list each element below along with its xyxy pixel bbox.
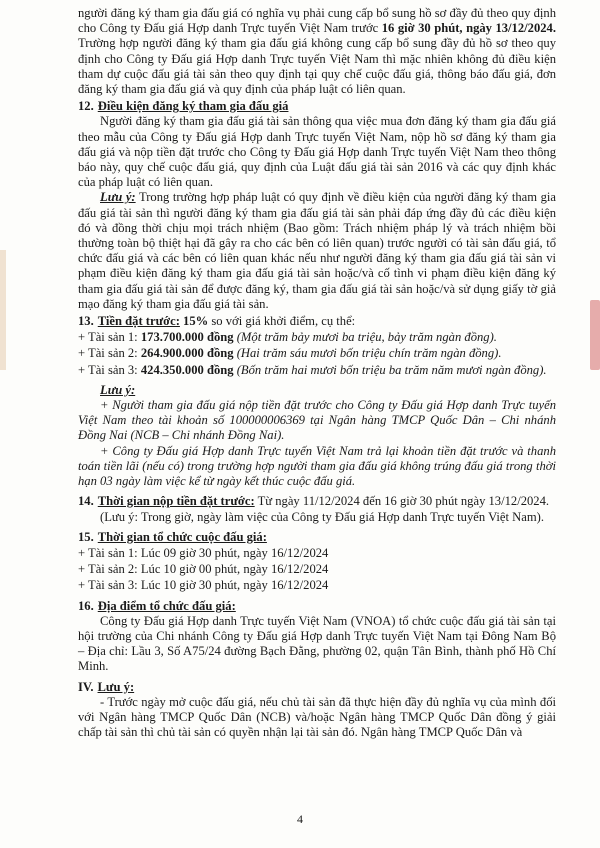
asset-3-words: (Bốn trăm hai mươi bốn triệu ba trăm năm mươi ngàn đồng). <box>233 362 547 377</box>
auction-time-asset-3: + Tài sản 3: Lúc 10 giờ 30 phút, ngày 16/12/2024 <box>78 578 329 593</box>
asset-3-amount: 424.350.000 đồng <box>140 362 234 377</box>
asset-2-words: (Hai trăm sáu mươi bốn triệu chín trăm ngàn đồng). <box>233 346 502 361</box>
section-13-note-1: + Người tham gia đấu giá nộp tiền đặt trước cho Công ty Đấu giá Hợp danh Trực tuyến Việt Nam theo tài khoản số 100000006369 tại Ngân hàng TMCP Quốc Dân – Chi nhánh Đồng Nai (NCB – Chi nhánh Đồng Nai). <box>78 398 556 443</box>
section-iv-heading <box>78 680 556 695</box>
scan-edge-mark <box>0 250 6 370</box>
section-12-note-label: Lưu ý: <box>100 190 136 205</box>
section-14-title: Thời gian nộp tiền đặt trước: <box>97 494 255 509</box>
intro-paragraph <box>78 6 556 97</box>
section-13-after-text: so với giá khởi điểm, cụ thể: <box>208 314 356 329</box>
section-12-note <box>78 190 556 312</box>
section-16-number: 16. <box>78 598 94 613</box>
section-12-note-text: Trong trường hợp pháp luật có quy định về điều kiện của người đăng ký tham gia đấu giá tài sản thì người đăng ký tham gia đấu giá tài sản phải đáp ứng đầy đủ các điều kiện đó và đồng thời chịu mọi trách nhiệm (Bao gồm: Trách nhiệm pháp lý và trách nhiệm bồi thường toàn bộ thiệt hại đã gây ra cho các bên có liên quan) trước người có tài sản đấu giá, tổ chức đấu giá và các bên có liên quan khác nếu như người đăng ký tham gia đấu giá tài sản vi phạm điều kiện đăng ký tham gia đấu giá tài sản hoặc/và cố tình vi phạm điều kiện đăng ký tham gia đấu giá tài sản để được đăng ký, tham gia đấu giá tài sản hoặc/và sử dụng giấy tờ giả mạo đăng ký tham gia đấu giá tài sản. <box>78 190 556 311</box>
stamp-edge-mark <box>590 300 600 370</box>
section-15-heading <box>78 530 556 545</box>
asset-1-amount: 173.700.000 đồng <box>140 330 234 345</box>
section-15-title: Thời gian tổ chức cuộc đấu giá: <box>97 529 267 544</box>
section-14-text: Từ ngày 11/12/2024 đến 16 giờ 30 phút ngày 13/12/2024. <box>254 494 550 509</box>
intro-deadline: 16 giờ 30 phút, ngày 13/12/2024. <box>381 21 556 36</box>
section-13-title: Tiền đặt trước: <box>97 314 180 329</box>
section-12-number: 12. <box>78 99 94 114</box>
section-iv-paragraph: - Trước ngày mở cuộc đấu giá, nếu chủ tài sản đã thực hiện đầy đủ nghĩa vụ của mình đối với Ngân hàng TMCP Quốc Dân (NCB) và/hoặc Ngân hàng TMCP Quốc Dân đồng ý giải chấp tài sản thì chủ tài sản có quyền nhận lại tài sản đó. Ngân hàng TMCP Quốc Dân và <box>78 694 556 740</box>
intro-text-a: người đăng ký tham gia đấu giá có nghĩa vụ phải cung cấp bổ sung hồ sơ đầy đủ theo quy định cho Công ty Đấu giá Hợp danh Trực tuyến Việt Nam trước <box>78 6 556 36</box>
asset-row-3 <box>78 363 556 378</box>
asset-2-label: + Tài sản 2: <box>78 346 141 361</box>
page-number: 4 <box>297 812 303 826</box>
section-14-note: (Lưu ý: Trong giờ, ngày làm việc của Công ty Đấu giá Hợp danh Trực tuyến Việt Nam). <box>100 509 544 524</box>
asset-2-amount: 264.900.000 đồng <box>140 346 234 361</box>
section-16-paragraph: Công ty Đấu giá Hợp danh Trực tuyến Việt Nam (VNOA) tổ chức cuộc đấu giá tài sản tại hội trường của Chi nhánh Công ty Đấu giá Hợp danh Trực tuyến Việt Nam tại Đông Nam Bộ – Địa chỉ: Lầu 3, Số A75/24 đường Bạch Đằng, phường 02, quận Tân Bình, thành phố Hồ Chí Minh. <box>78 613 556 674</box>
section-15-number: 15. <box>78 529 94 544</box>
section-16-title: Địa điểm tổ chức đấu giá: <box>97 598 236 613</box>
section-12-paragraph: Người đăng ký tham gia đấu giá tài sản thông qua việc mua đơn đăng ký tham gia đấu giá theo mẫu của Công ty Đấu giá Hợp danh Trực tuyến Việt Nam, nộp hồ sơ đăng ký tham gia đấu giá và nộp tiền đặt trước cho Công ty Đấu giá Hợp danh Trực tuyến Việt Nam theo thông báo này, quy chế cuộc đấu giá, quy định của Luật đấu giá tài sản 2016 và các quy định khác của pháp luật có liên quan. <box>78 114 556 190</box>
section-13-number: 13. <box>78 314 94 329</box>
section-13-heading <box>78 314 556 329</box>
asset-row-1 <box>78 330 556 345</box>
section-iv-title: Lưu ý: <box>97 679 135 694</box>
section-13-note-label: Lưu ý: <box>100 382 136 397</box>
section-13-percent: 15% <box>179 314 209 329</box>
auction-time-asset-1: + Tài sản 1: Lúc 09 giờ 30 phút, ngày 16/12/2024 <box>78 545 329 560</box>
asset-3-label: + Tài sản 3: <box>78 362 141 377</box>
auction-time-asset-2: + Tài sản 2: Lúc 10 giờ 00 phút, ngày 16/12/2024 <box>78 562 329 577</box>
section-14-heading <box>78 494 556 509</box>
asset-1-label: + Tài sản 1: <box>78 330 141 345</box>
intro-text-c: Trường hợp người đăng ký tham gia đấu giá không cung cấp bổ sung đầy đủ hồ sơ theo quy định cho Công ty Đấu giá Hợp danh Trực tuyến Việt Nam thì mặc nhiên không đủ điều kiện tham dự cuộc đấu giá tài sản theo quy định tại quy chế cuộc đấu giá, thông báo đấu giá, đơn đăng ký tham gia đấu giá và quy định của pháp luật có liên quan. <box>78 36 556 97</box>
section-iv-number: IV. <box>78 679 94 694</box>
section-16-heading <box>78 599 556 614</box>
section-14-number: 14. <box>78 494 94 509</box>
section-12-title: Điều kiện đăng ký tham gia đấu giá <box>97 99 289 114</box>
asset-1-words: (Một trăm bảy mươi ba triệu, bảy trăm ngàn đồng). <box>233 330 497 345</box>
section-13-note-2: + Công ty Đấu giá Hợp danh Trực tuyến Việt Nam trả lại khoản tiền đặt trước và thanh toán tiền lãi (nếu có) trong trường hợp người tham gia đấu giá không trúng đấu giá trong thời hạn 03 ngày làm việc kể từ ngày kết thúc cuộc đấu giá. <box>78 443 556 489</box>
asset-row-2 <box>78 346 556 361</box>
section-13-note-heading <box>78 383 556 398</box>
section-12-heading <box>78 99 556 114</box>
document-body <box>78 6 556 740</box>
